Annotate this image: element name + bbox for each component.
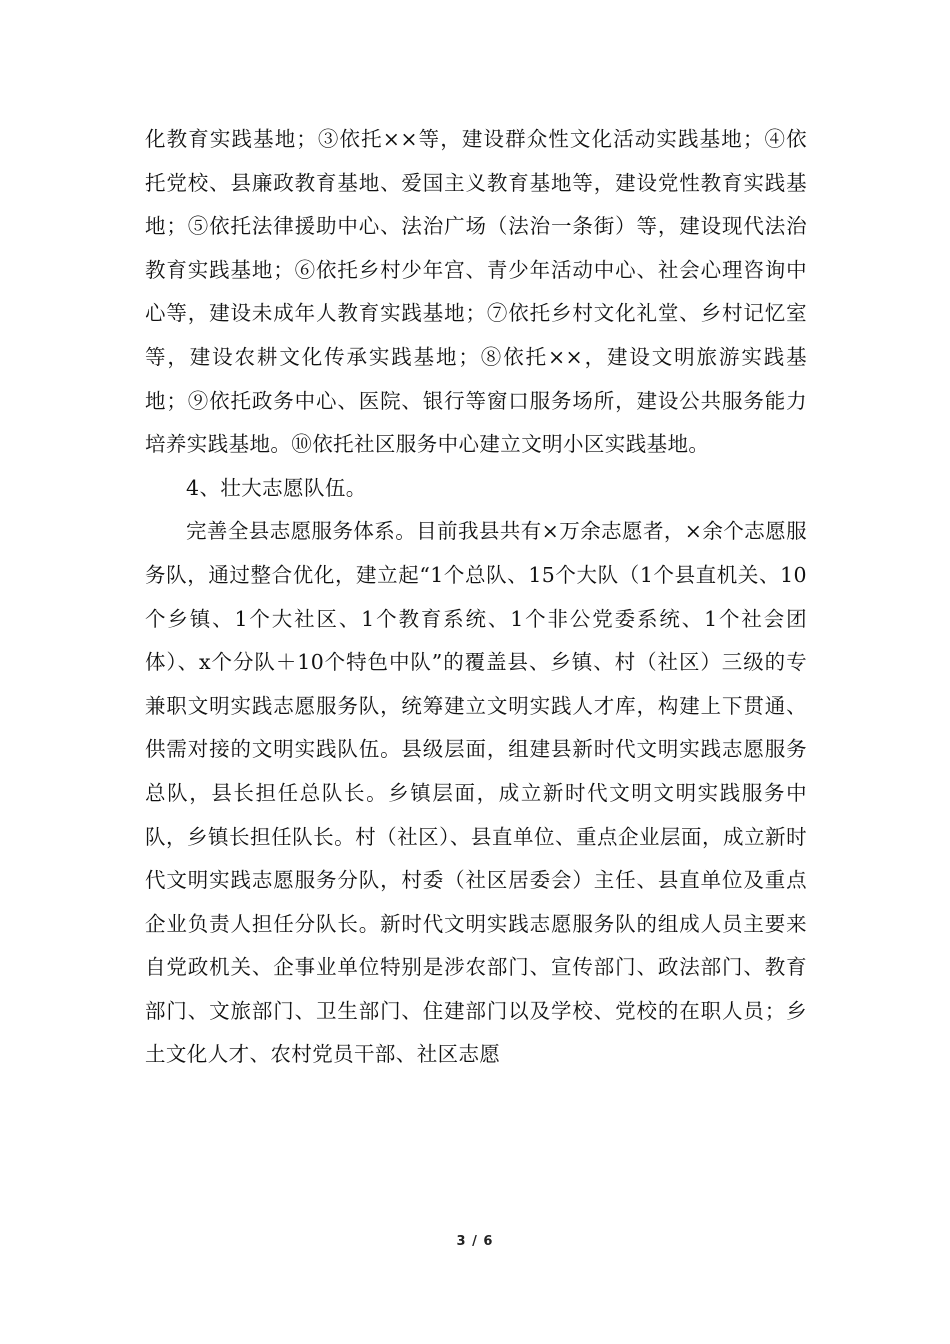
document-body <box>145 118 807 1077</box>
section-heading-volunteer-team: 4、壮大志愿队伍。 <box>186 475 367 500</box>
paragraph-volunteer-system: 完善全县志愿服务体系。目前我县共有×万余志愿者，×余个志愿服务队，通过整合优化，建立起“1个总队、15个大队（1个县直机关、10个乡镇、1个大社区、1个教育系统、1个非公党委系统、1个社会团体）、x个分队＋10个特色中队”的覆盖县、乡镇、村（社区）三级的专兼职文明实践志愿服务队，统筹建立文明实践人才库，构建上下贯通、供需对接的文明实践队伍。县级层面，组建县新时代文明实践志愿服务总队，县长担任总队长。乡镇层面，成立新时代文明文明实践服务中队，乡镇长担任队长。村（社区）、县直单位、重点企业层面，成立新时代文明实践志愿服务分队，村委（社区居委会）主任、县直单位及重点企业负责人担任分队长。新时代文明实践志愿服务队的组成人员主要来自党政机关、企事业单位特别是涉农部门、宣传部门、政法部门、教育部门、文旅部门、卫生部门、住建部门以及学校、党校的在职人员；乡土文化人才、农村党员干部、社区志愿 <box>145 519 807 1067</box>
page-number: 3 / 6 <box>456 1234 494 1249</box>
paragraph-practice-bases: 化教育实践基地；③依托××等，建设群众性文化活动实践基地；④依托党校、县廉政教育基地、爱国主义教育基地等，建设党性教育实践基地；⑤依托法律援助中心、法治广场（法治一条街）等，建设现代法治教育实践基地；⑥依托乡村少年宫、青少年活动中心、社会心理咨询中心等，建设未成年人教育实践基地；⑦依托乡村文化礼堂、乡村记忆室等，建设农耕文化传承实践基地；⑧依托××，建设文明旅游实践基地；⑨依托政务中心、医院、银行等窗口服务场所，建设公共服务能力培养实践基地。⑩依托社区服务中心建立文明小区实践基地。 <box>145 127 807 457</box>
